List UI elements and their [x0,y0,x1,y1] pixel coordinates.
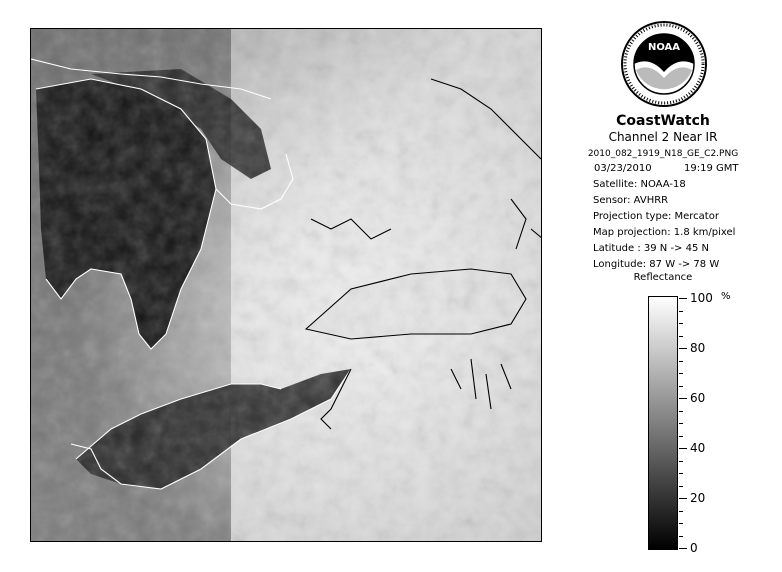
colorbar-tick [679,398,687,399]
satellite-image-panel [30,28,542,542]
product-title: CoastWatch [616,113,710,129]
colorbar-tick [679,361,683,362]
colorbar-tick [679,298,687,299]
map-projection-label: Map projection: 1.8 km/pixel [593,227,736,238]
sensor-label: Sensor: AVHRR [593,195,669,206]
colorbar-tick-label: 100 [690,291,713,305]
colorbar-tick [679,411,683,412]
colorbar-tick [679,386,683,387]
colorbar-tick [679,436,683,437]
colorbar-tick [679,486,683,487]
time-label: 19:19 GMT [684,163,739,174]
svg-text:NOAA: NOAA [647,42,681,53]
colorbar-tick [679,348,687,349]
colorbar-tick [679,423,683,424]
legend-title: Reflectance [633,272,693,283]
image-texture [31,29,542,542]
channel-label: Channel 2 Near IR [608,130,718,144]
filename-label: 2010_082_1919_N18_GE_C2.PNG [587,149,739,159]
colorbar-tick [679,548,687,549]
reflectance-colorbar [648,296,678,550]
latitude-label: Latitude : 39 N -> 45 N [593,243,709,254]
colorbar-tick-label: 20 [690,491,706,505]
colorbar-tick-label: 60 [690,391,706,405]
satellite-label: Satellite: NOAA-18 [593,179,686,190]
colorbar-tick [679,498,687,499]
satellite-map [31,29,542,542]
colorbar-tick [679,461,683,462]
colorbar-tick [679,473,683,474]
colorbar-tick [679,323,683,324]
legend-unit: % [721,291,731,302]
colorbar-tick-label: 80 [690,341,706,355]
colorbar-tick-label: 40 [690,441,706,455]
colorbar-tick [679,511,683,512]
colorbar-tick [679,336,683,337]
colorbar-tick [679,311,683,312]
longitude-label: Longitude: 87 W -> 78 W [593,259,720,270]
date-label: 03/23/2010 [594,163,652,174]
colorbar-tick [679,373,683,374]
colorbar-tick [679,448,687,449]
colorbar-tick [679,523,683,524]
colorbar-tick [679,536,683,537]
projection-type-label: Projection type: Mercator [593,211,719,222]
noaa-logo [620,20,708,108]
colorbar-tick-label: 0 [690,541,698,555]
